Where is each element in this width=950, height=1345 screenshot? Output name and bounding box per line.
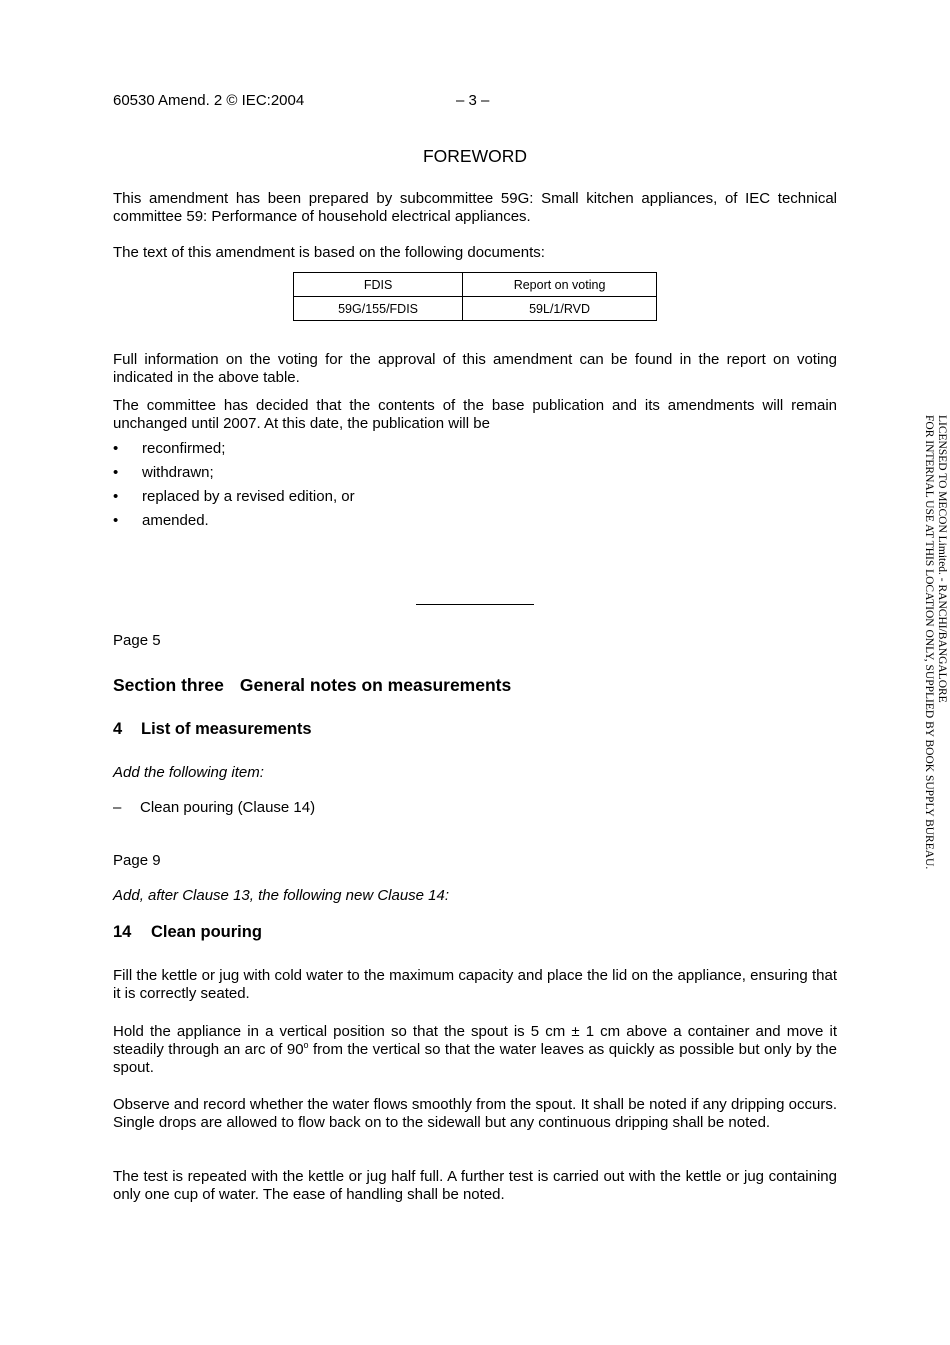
list-item-text: withdrawn; [142, 464, 214, 481]
divider [416, 604, 534, 605]
dash-icon: – [113, 799, 122, 816]
foreword-title: FOREWORD [422, 146, 528, 166]
document-id: 60530 Amend. 2 © IEC:2004 [113, 92, 305, 109]
clause-14-paragraph-4: The test is repeated with the kettle or jug half full. A further test is carried out with the kettle or jug containing only one cup of water. The ease of handling shall be noted. [113, 1168, 837, 1203]
foreword-paragraph-3: Full information on the voting for the approval of this amendment can be found in the report on voting indicated in the above table. [113, 351, 837, 386]
clause-14-paragraph-2 [113, 1023, 837, 1077]
section-number: Section three [113, 675, 224, 695]
clause-14-paragraph-3: Observe and record whether the water flows smoothly from the spout. It shall be noted if any dripping occurs. Single drops are allowed to flow back on to the sidewall but any continuous dripping shall be noted. [113, 1096, 837, 1131]
list-item [113, 464, 713, 488]
foreword-paragraph-1: This amendment has been prepared by subcommittee 59G: Small kitchen appliances, of IEC technical committee 59: Performance of household electrical appliances. [113, 190, 837, 225]
measurement-item [113, 799, 613, 816]
list-item [113, 488, 713, 512]
bullet-icon: • [113, 464, 119, 481]
table-cell: 59L/1/RVD [463, 297, 657, 321]
license-line-1: LICENSED TO MECON Limited. - RANCHI/BANGALORE [936, 415, 948, 703]
clause-number: 4 [113, 720, 123, 738]
table-header-row [294, 273, 657, 297]
list-item-text: replaced by a revised edition, or [142, 488, 355, 505]
clause-title: Clean pouring [151, 923, 262, 941]
instruction-add-item: Add the following item: [113, 764, 264, 781]
section-heading [113, 675, 511, 696]
table-row [294, 297, 657, 321]
clause-number: 14 [113, 923, 132, 941]
license-watermark [918, 415, 948, 935]
clause-title: List of measurements [141, 720, 312, 738]
list-item-text: amended. [142, 512, 209, 529]
foreword-paragraph-4: The committee has decided that the contents of the base publication and its amendments will remain unchanged until 2007. At this date, the publication will be [113, 397, 837, 432]
list-item [113, 512, 713, 536]
paragraph-text: from the vertical so that the water leaves as quickly as possible but only by the spout. [113, 1041, 837, 1076]
bullet-icon: • [113, 512, 119, 529]
list-item [113, 440, 713, 464]
documents-table [293, 272, 657, 321]
bullet-icon: • [113, 440, 119, 457]
clause-14-paragraph-1: Fill the kettle or jug with cold water to the maximum capacity and place the lid on the appliance, ensuring that it is correctly seated. [113, 967, 837, 1002]
page-number: – 3 – [456, 92, 490, 109]
clause-4-heading [113, 720, 312, 739]
list-item-text: reconfirmed; [142, 440, 226, 457]
instruction-add-clause: Add, after Clause 13, the following new Clause 14: [113, 887, 450, 904]
bullet-icon: • [113, 488, 119, 505]
degree-superscript: o [303, 1040, 309, 1050]
table-header-cell: Report on voting [463, 273, 657, 297]
publication-options-list [113, 440, 713, 536]
table-header-cell: FDIS [294, 273, 463, 297]
license-line-2: FOR INTERNAL USE AT THIS LOCATION ONLY, SUPPLIED BY BOOK SUPPLY BUREAU. [923, 415, 936, 870]
section-title: General notes on measurements [239, 675, 512, 695]
measurement-item-text: Clean pouring (Clause 14) [140, 799, 316, 816]
clause-14-heading [113, 923, 262, 942]
page-9-label: Page 9 [113, 852, 161, 869]
table-cell: 59G/155/FDIS [294, 297, 463, 321]
foreword-paragraph-2: The text of this amendment is based on the following documents: [113, 244, 545, 261]
paragraph-text: Hold the appliance in a vertical position so that the spout is 5 cm ± 1 cm above a container and move it steadily through an arc of 90 [113, 1023, 837, 1058]
page-5-label: Page 5 [113, 632, 161, 649]
